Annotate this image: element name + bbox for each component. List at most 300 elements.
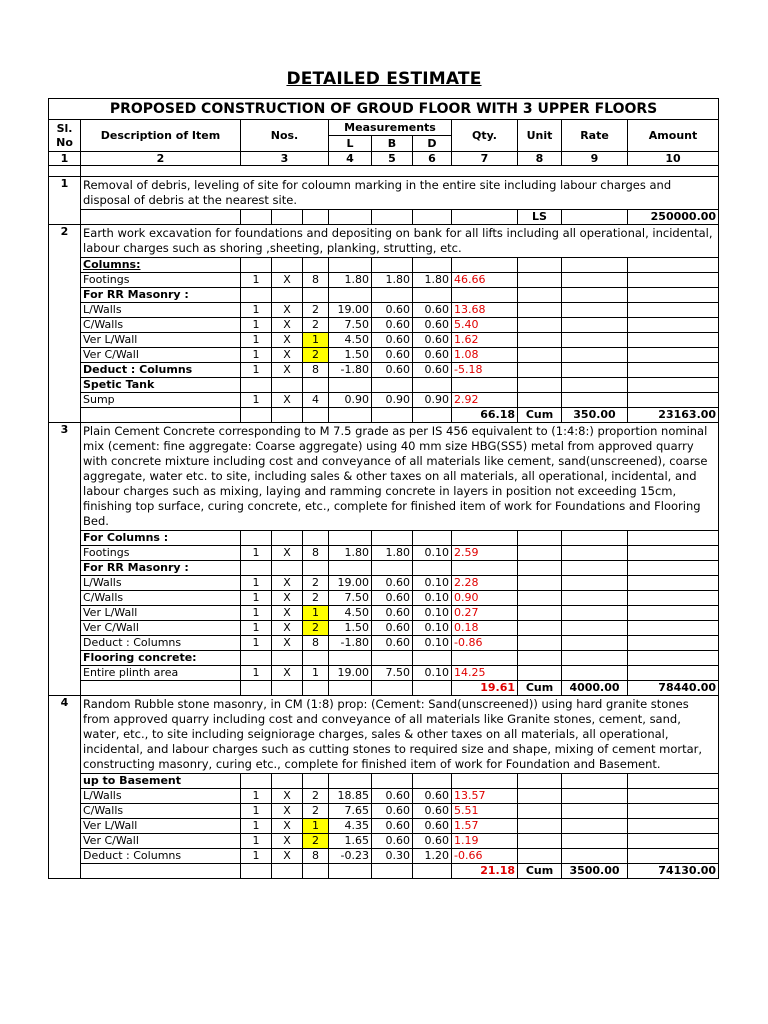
rate-value	[562, 576, 628, 591]
quantity-value	[452, 561, 518, 576]
nos-multiplier	[303, 531, 329, 546]
nos-multiplier	[303, 378, 329, 393]
rate-value	[562, 561, 628, 576]
unit-value	[518, 666, 562, 681]
item-serial-number: 1	[49, 177, 81, 225]
breadth-value	[372, 774, 413, 789]
nos-count: 1	[241, 804, 272, 819]
length-value: 1.80	[329, 273, 372, 288]
nos-multiply-sign: X	[272, 621, 303, 636]
unit-value	[518, 546, 562, 561]
header-rate: Rate	[562, 120, 628, 152]
quantity-value	[452, 378, 518, 393]
rate-value	[562, 849, 628, 864]
total-spacer	[272, 864, 303, 879]
item-serial-number: 2	[49, 225, 81, 423]
measurement-row	[49, 849, 719, 864]
measurement-row	[49, 273, 719, 288]
quantity-value: 2.59	[452, 546, 518, 561]
total-spacer	[241, 864, 272, 879]
nos-multiplier	[303, 288, 329, 303]
nos-count: 1	[241, 591, 272, 606]
breadth-value: 0.60	[372, 621, 413, 636]
breadth-value: 0.60	[372, 318, 413, 333]
amount-value	[628, 819, 719, 834]
breadth-value: 0.60	[372, 576, 413, 591]
subheading: For RR Masonry :	[81, 561, 241, 576]
quantity-value: -0.66	[452, 849, 518, 864]
amount-value	[628, 258, 719, 273]
nos-count	[241, 531, 272, 546]
unit-value	[518, 378, 562, 393]
nos-multiply-sign	[272, 774, 303, 789]
total-rate: 350.00	[562, 408, 628, 423]
amount-value	[628, 789, 719, 804]
depth-value: 0.60	[413, 834, 452, 849]
rate-value	[562, 393, 628, 408]
nos-multiply-sign: X	[272, 666, 303, 681]
measurement-description: C/Walls	[81, 591, 241, 606]
nos-multiply-sign	[272, 651, 303, 666]
breadth-value: 1.80	[372, 273, 413, 288]
quantity-value: 1.19	[452, 834, 518, 849]
depth-value: 0.10	[413, 666, 452, 681]
nos-multiply-sign	[272, 378, 303, 393]
nos-multiply-sign	[272, 288, 303, 303]
nos-multiply-sign: X	[272, 576, 303, 591]
quantity-value: 5.40	[452, 318, 518, 333]
nos-multiplier: 8	[303, 363, 329, 378]
rate-value	[562, 606, 628, 621]
total-unit: LS	[518, 210, 562, 225]
nos-multiplier: 2	[303, 348, 329, 363]
measurement-description: C/Walls	[81, 804, 241, 819]
depth-value	[413, 258, 452, 273]
measurement-description: Ver C/Wall	[81, 621, 241, 636]
total-amount: 23163.00	[628, 408, 719, 423]
nos-multiplier: 1	[303, 819, 329, 834]
nos-multiplier: 2	[303, 789, 329, 804]
amount-value	[628, 318, 719, 333]
total-amount: 74130.00	[628, 864, 719, 879]
measurement-description: Ver C/Wall	[81, 834, 241, 849]
breadth-value: 0.60	[372, 333, 413, 348]
unit-value	[518, 333, 562, 348]
rate-value	[562, 546, 628, 561]
total-spacer	[372, 864, 413, 879]
nos-count: 1	[241, 789, 272, 804]
measurement-description: Deduct : Columns	[81, 363, 241, 378]
total-spacer	[241, 210, 272, 225]
nos-count: 1	[241, 546, 272, 561]
length-value	[329, 774, 372, 789]
depth-value: 0.60	[413, 318, 452, 333]
column-number: 7	[452, 152, 518, 166]
measurement-description: Sump	[81, 393, 241, 408]
depth-value: 0.60	[413, 348, 452, 363]
measurement-row	[49, 819, 719, 834]
header-breadth: B	[372, 136, 413, 152]
item-description-row	[49, 696, 719, 774]
breadth-value: 0.60	[372, 834, 413, 849]
unit-value	[518, 561, 562, 576]
length-value: 1.50	[329, 348, 372, 363]
unit-value	[518, 591, 562, 606]
rate-value	[562, 621, 628, 636]
nos-count	[241, 378, 272, 393]
rate-value	[562, 363, 628, 378]
total-spacer	[272, 210, 303, 225]
subheading-row	[49, 378, 719, 393]
nos-multiply-sign: X	[272, 363, 303, 378]
nos-multiply-sign: X	[272, 606, 303, 621]
quantity-value: 1.57	[452, 819, 518, 834]
unit-value	[518, 303, 562, 318]
header-sl: Sl. No	[49, 120, 81, 152]
nos-multiply-sign: X	[272, 318, 303, 333]
unit-value	[518, 774, 562, 789]
unit-value	[518, 834, 562, 849]
item-total-row	[49, 408, 719, 423]
unit-value	[518, 621, 562, 636]
subheading-row	[49, 288, 719, 303]
depth-value: 0.60	[413, 363, 452, 378]
nos-count	[241, 651, 272, 666]
length-value	[329, 531, 372, 546]
measurement-description: Deduct : Columns	[81, 849, 241, 864]
header-qty: Qty.	[452, 120, 518, 152]
breadth-value: 0.60	[372, 606, 413, 621]
amount-value	[628, 348, 719, 363]
nos-multiply-sign: X	[272, 591, 303, 606]
nos-multiplier: 8	[303, 636, 329, 651]
nos-count: 1	[241, 636, 272, 651]
total-rate: 4000.00	[562, 681, 628, 696]
header-description: Description of Item	[81, 120, 241, 152]
item-description-row	[49, 423, 719, 531]
header-measurements: Measurements	[329, 120, 452, 136]
nos-multiply-sign: X	[272, 789, 303, 804]
quantity-value	[452, 258, 518, 273]
total-spacer	[413, 864, 452, 879]
project-title: PROPOSED CONSTRUCTION OF GROUD FLOOR WITH 3 UPPER FLOORS	[49, 99, 719, 120]
unit-value	[518, 273, 562, 288]
nos-multiply-sign: X	[272, 333, 303, 348]
nos-count: 1	[241, 576, 272, 591]
rate-value	[562, 288, 628, 303]
measurement-description: Footings	[81, 273, 241, 288]
total-amount: 250000.00	[628, 210, 719, 225]
quantity-value: -0.86	[452, 636, 518, 651]
breadth-value	[372, 651, 413, 666]
quantity-value: 0.18	[452, 621, 518, 636]
column-number-row	[49, 152, 719, 166]
project-title-row	[49, 99, 719, 120]
measurement-row	[49, 333, 719, 348]
measurement-row	[49, 393, 719, 408]
total-spacer	[272, 681, 303, 696]
amount-value	[628, 363, 719, 378]
amount-value	[628, 273, 719, 288]
column-number: 4	[329, 152, 372, 166]
rate-value	[562, 258, 628, 273]
nos-multiplier: 2	[303, 576, 329, 591]
item-description-row	[49, 225, 719, 258]
measurement-description: Ver C/Wall	[81, 348, 241, 363]
breadth-value	[372, 288, 413, 303]
length-value: 1.50	[329, 621, 372, 636]
total-rate: 3500.00	[562, 864, 628, 879]
item-total-row	[49, 210, 719, 225]
rate-value	[562, 378, 628, 393]
nos-multiplier: 8	[303, 849, 329, 864]
length-value: 7.50	[329, 318, 372, 333]
breadth-value: 0.60	[372, 303, 413, 318]
subheading-row	[49, 651, 719, 666]
rate-value	[562, 819, 628, 834]
amount-value	[628, 303, 719, 318]
measurement-row	[49, 789, 719, 804]
rate-value	[562, 318, 628, 333]
subheading-row	[49, 531, 719, 546]
total-spacer	[303, 864, 329, 879]
rate-value	[562, 636, 628, 651]
breadth-value	[372, 531, 413, 546]
nos-multiply-sign: X	[272, 348, 303, 363]
subheading: For RR Masonry :	[81, 288, 241, 303]
header-row-1	[49, 120, 719, 136]
subheading: Flooring concrete:	[81, 651, 241, 666]
depth-value: 0.60	[413, 804, 452, 819]
amount-value	[628, 666, 719, 681]
quantity-value	[452, 288, 518, 303]
measurement-description: L/Walls	[81, 303, 241, 318]
column-number: 6	[413, 152, 452, 166]
depth-value	[413, 774, 452, 789]
depth-value: 1.20	[413, 849, 452, 864]
document-title: DETAILED ESTIMATE	[286, 69, 482, 89]
measurement-row	[49, 363, 719, 378]
measurement-description: Ver L/Wall	[81, 333, 241, 348]
nos-count	[241, 258, 272, 273]
measurement-row	[49, 804, 719, 819]
quantity-value: 13.57	[452, 789, 518, 804]
subheading-row	[49, 258, 719, 273]
quantity-value: 1.62	[452, 333, 518, 348]
measurement-description: L/Walls	[81, 576, 241, 591]
total-quantity: 66.18	[452, 408, 518, 423]
amount-value	[628, 591, 719, 606]
nos-multiply-sign: X	[272, 834, 303, 849]
item-total-row	[49, 681, 719, 696]
header-length: L	[329, 136, 372, 152]
item-description: Plain Cement Concrete corresponding to M 7.5 grade as per IS 456 equivalent to (1:4:8:) proportion nominal mix (cement: fine aggregate: Coarse aggregate) using 40 mm size HBG(SS5) metal from approved quarry with concrete mixture including cost and conveyance of all materials like cement, sand(unscreened), coarse aggregate, water etc. to site, including sales & other taxes on all materials, all operational, incidental, and labour charges such as mixing, laying and ramming concrete in layers in position not exceeding 15cm, finishing top surface, curing concrete, etc., complete for finished item of work for Foundations and Flooring Bed.	[81, 423, 719, 531]
nos-multiply-sign	[272, 258, 303, 273]
breadth-value: 0.30	[372, 849, 413, 864]
subheading: Spetic Tank	[81, 378, 241, 393]
item-description: Earth work excavation for foundations and depositing on bank for all lifts including all operational, incidental, labour charges such as shoring ,sheeting, planking, strutting, etc.	[81, 225, 719, 258]
unit-value	[518, 606, 562, 621]
total-spacer	[372, 210, 413, 225]
length-value: 4.50	[329, 606, 372, 621]
subheading-row	[49, 774, 719, 789]
length-value	[329, 651, 372, 666]
measurement-row	[49, 636, 719, 651]
rate-value	[562, 774, 628, 789]
nos-multiply-sign: X	[272, 804, 303, 819]
unit-value	[518, 393, 562, 408]
amount-value	[628, 834, 719, 849]
nos-multiplier	[303, 258, 329, 273]
item-serial-number: 4	[49, 696, 81, 879]
total-spacer	[81, 408, 241, 423]
measurement-row	[49, 666, 719, 681]
measurement-row	[49, 834, 719, 849]
nos-count: 1	[241, 348, 272, 363]
measurement-row	[49, 576, 719, 591]
breadth-value: 1.80	[372, 546, 413, 561]
quantity-value: -5.18	[452, 363, 518, 378]
nos-multiplier: 2	[303, 804, 329, 819]
rate-value	[562, 348, 628, 363]
length-value: 4.35	[329, 819, 372, 834]
quantity-value: 14.25	[452, 666, 518, 681]
breadth-value: 0.90	[372, 393, 413, 408]
nos-multiplier: 4	[303, 393, 329, 408]
nos-count: 1	[241, 621, 272, 636]
item-total-row	[49, 864, 719, 879]
length-value: 18.85	[329, 789, 372, 804]
unit-value	[518, 318, 562, 333]
measurement-description: Ver L/Wall	[81, 819, 241, 834]
unit-value	[518, 363, 562, 378]
measurement-description: L/Walls	[81, 789, 241, 804]
item-serial-number: 3	[49, 423, 81, 696]
total-spacer	[329, 408, 372, 423]
nos-count: 1	[241, 606, 272, 621]
rate-value	[562, 591, 628, 606]
measurement-description: Entire plinth area	[81, 666, 241, 681]
measurement-row	[49, 546, 719, 561]
nos-multiplier: 2	[303, 834, 329, 849]
nos-count: 1	[241, 363, 272, 378]
quantity-value: 5.51	[452, 804, 518, 819]
unit-value	[518, 804, 562, 819]
quantity-value: 2.28	[452, 576, 518, 591]
nos-count: 1	[241, 819, 272, 834]
header-nos: Nos.	[241, 120, 329, 152]
depth-value: 0.10	[413, 606, 452, 621]
nos-count: 1	[241, 273, 272, 288]
total-spacer	[413, 681, 452, 696]
length-value: 7.65	[329, 804, 372, 819]
nos-count: 1	[241, 666, 272, 681]
nos-multiplier: 1	[303, 666, 329, 681]
total-spacer	[303, 408, 329, 423]
total-spacer	[241, 681, 272, 696]
nos-multiplier: 2	[303, 591, 329, 606]
rate-value	[562, 273, 628, 288]
nos-multiply-sign: X	[272, 273, 303, 288]
depth-value: 0.10	[413, 621, 452, 636]
nos-multiplier	[303, 651, 329, 666]
depth-value: 0.60	[413, 333, 452, 348]
measurement-description: C/Walls	[81, 318, 241, 333]
quantity-value	[452, 651, 518, 666]
total-spacer	[413, 210, 452, 225]
column-number: 2	[81, 152, 241, 166]
total-spacer	[303, 210, 329, 225]
rate-value	[562, 834, 628, 849]
estimate-table	[48, 98, 719, 879]
rate-value	[562, 804, 628, 819]
amount-value	[628, 288, 719, 303]
total-spacer	[81, 681, 241, 696]
total-spacer	[329, 210, 372, 225]
measurement-row	[49, 318, 719, 333]
breadth-value: 0.60	[372, 789, 413, 804]
measurement-description: Deduct : Columns	[81, 636, 241, 651]
nos-count	[241, 561, 272, 576]
depth-value	[413, 561, 452, 576]
measurement-row	[49, 591, 719, 606]
measurement-row	[49, 348, 719, 363]
quantity-value	[452, 774, 518, 789]
item-description: Removal of debris, leveling of site for coloumn marking in the entire site including labour charges and disposal of debris at the nearest site.	[81, 177, 719, 210]
measurement-description: Ver L/Wall	[81, 606, 241, 621]
depth-value: 0.60	[413, 789, 452, 804]
nos-count: 1	[241, 318, 272, 333]
total-spacer	[329, 681, 372, 696]
nos-count	[241, 774, 272, 789]
breadth-value	[372, 378, 413, 393]
quantity-value: 13.68	[452, 303, 518, 318]
amount-value	[628, 531, 719, 546]
total-quantity	[452, 210, 518, 225]
total-spacer	[81, 210, 241, 225]
amount-value	[628, 378, 719, 393]
length-value: 1.80	[329, 546, 372, 561]
depth-value: 0.90	[413, 393, 452, 408]
depth-value	[413, 288, 452, 303]
total-spacer	[329, 864, 372, 879]
nos-multiply-sign: X	[272, 303, 303, 318]
amount-value	[628, 774, 719, 789]
breadth-value: 0.60	[372, 804, 413, 819]
nos-count: 1	[241, 849, 272, 864]
amount-value	[628, 546, 719, 561]
rate-value	[562, 651, 628, 666]
unit-value	[518, 636, 562, 651]
nos-multiplier: 2	[303, 621, 329, 636]
breadth-value: 0.60	[372, 363, 413, 378]
nos-multiply-sign: X	[272, 819, 303, 834]
nos-count	[241, 288, 272, 303]
nos-count: 1	[241, 303, 272, 318]
depth-value	[413, 378, 452, 393]
nos-multiplier	[303, 561, 329, 576]
subheading: up to Basement	[81, 774, 241, 789]
nos-multiplier: 2	[303, 318, 329, 333]
subheading-row	[49, 561, 719, 576]
total-unit: Cum	[518, 864, 562, 879]
breadth-value: 7.50	[372, 666, 413, 681]
quantity-value	[452, 531, 518, 546]
total-quantity: 19.61	[452, 681, 518, 696]
nos-count: 1	[241, 834, 272, 849]
amount-value	[628, 393, 719, 408]
depth-value: 1.80	[413, 273, 452, 288]
